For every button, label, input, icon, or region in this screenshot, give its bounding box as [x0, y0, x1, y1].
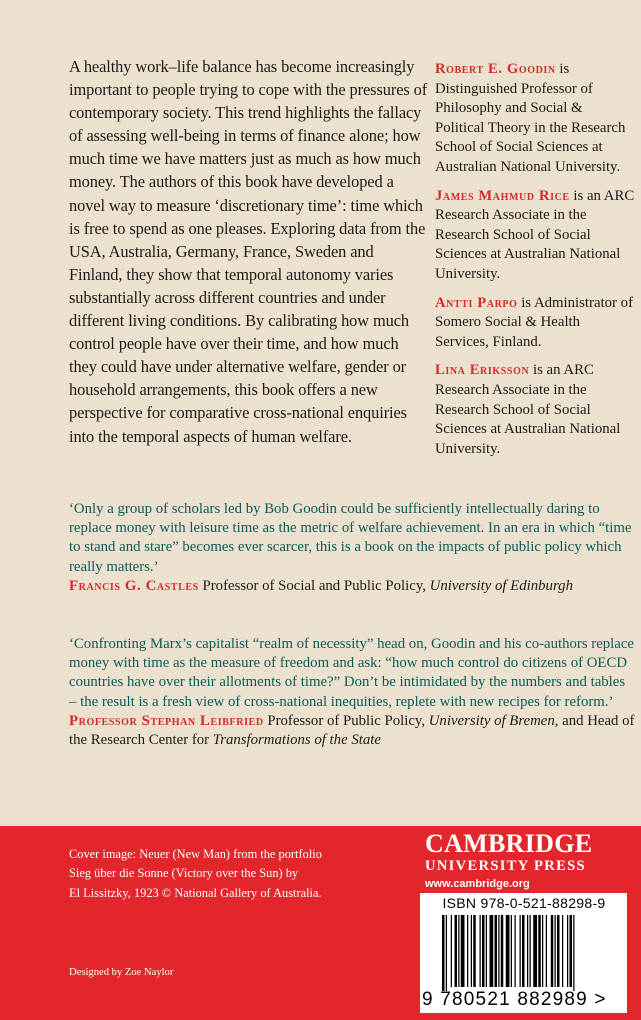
barcode-bar — [498, 915, 499, 987]
author-name: Lina Eriksson — [435, 362, 530, 379]
barcode-bar — [461, 915, 465, 987]
cover-image-credit — [69, 845, 369, 903]
barcode-bar — [522, 915, 525, 987]
quote-text: ‘Only a group of scholars led by Bob Goodin could be sufficiently intellectually daring to replace money with leisure time as the metric of welfare achievement. In an era in which “time to stand and stare” becomes ever scarcer, this is a book on the impacts of public policy which really matters.’ — [69, 501, 632, 575]
publisher-url: www.cambridge.org — [425, 878, 530, 890]
author-description: is an ARC Research Associate in the Research School of Social Sciences at Australian National University. — [435, 187, 635, 282]
barcode-bar — [490, 915, 494, 987]
barcode-digits: 9 780521 882989 > — [422, 989, 607, 1010]
author-name: James Mahmud Rice — [435, 187, 570, 204]
barcode-bar — [455, 915, 458, 987]
barcode-bar — [520, 915, 521, 987]
quote-research-center: Transformations of the State — [212, 732, 381, 749]
author-bio — [435, 361, 635, 459]
quote-institution: University of Bremen — [428, 712, 555, 729]
quote-attribution — [69, 577, 635, 596]
publisher-subtitle: UNIVERSITY PRESS — [425, 858, 586, 874]
barcode-bar — [538, 915, 541, 987]
cover-credit-line: El Lissitzky, 1923 © National Gallery of Australia. — [69, 885, 322, 900]
designer-credit: Designed by Zoe Naylor — [69, 967, 174, 978]
quote-author: Francis G. Castles — [69, 577, 199, 594]
author-description: is Administrator of Somero Social & Health Services, Finland. — [435, 294, 633, 350]
barcode-bar — [442, 915, 445, 991]
barcode-bar — [515, 915, 516, 987]
author-name: Robert E. Goodin — [435, 61, 556, 77]
barcode-bar — [530, 915, 531, 987]
barcode-bar — [501, 915, 504, 987]
barcode-bar — [567, 915, 568, 987]
barcode-bar — [451, 915, 452, 987]
endorsement-quote — [69, 635, 635, 750]
endorsement-quote — [69, 500, 635, 596]
barcode-bar — [546, 915, 547, 987]
author-description: is an ARC Research Associate in the Research School of Social Sciences at Australian National University. — [435, 362, 621, 457]
blurb-text: A healthy work–life balance has become increasingly important to people trying to cope with the pressures of contemporary society. This trend highlights the fallacy of assessing well-being in terms of finance alone; how much time we have matters just as much as how much money. The authors of this book have developed a novel way to measure ‘discretionary time’: time which is free to spend as one pleases. Exploring data from the USA, Australia, Germany, France, Sweden and Finland, they show that temporal autonomy varies substantially across different countries and under different living conditions. By calibrating how much control people have over their time, and how much they could have under alternative welfare, gender or household arrangements, this book offers a new perspective for comparative cross-national enquiries into the temporal aspects of human welfare. — [69, 57, 428, 446]
author-description: is Distinguished Professor of Philosophy and Social & Political Theory in the Research School of Social Sciences at Australian National University. — [435, 61, 626, 175]
author-name: Antti Parpo — [435, 294, 518, 311]
barcode-bar — [471, 915, 472, 987]
barcode-bar — [557, 915, 560, 987]
cover-credit-line: Sieg über die Sonne (Victory over the Sun) by — [69, 866, 299, 881]
author-bio — [435, 60, 635, 178]
author-bio — [435, 294, 635, 353]
quote-affiliation-continued: , and Head of the Research Center for — [69, 712, 635, 749]
barcode-bar — [555, 915, 556, 987]
barcode-bar — [551, 915, 554, 987]
quote-institution: University of Edinburgh — [429, 577, 573, 594]
barcode-bar — [527, 915, 528, 987]
quote-author: Professor Stephan Leibfried — [69, 712, 264, 729]
publisher-logo — [425, 830, 625, 890]
barcode-bar — [482, 915, 485, 987]
isbn-label: ISBN 978-0-521-88298-9 — [442, 895, 606, 911]
barcode-bar — [446, 915, 447, 991]
quote-attribution — [69, 712, 635, 750]
quote-text: ‘Confronting Marx’s capitalist “realm of necessity” head on, Goodin and his co-authors replace money with time as the measure of freedom and ask: “how much control do citizens of OECD countries have over their allotments of time?” Don’t be intimidated by the numbers and tables – the result is a fresh view of cross-national inequities, replete with new recipes for reform.’ — [69, 636, 634, 710]
barcode-bar — [542, 915, 543, 987]
barcode-bar — [495, 915, 498, 987]
quote-affiliation: Professor of Public Policy, — [263, 712, 429, 729]
barcode-bar — [486, 915, 487, 987]
barcode-bar — [458, 915, 459, 987]
isbn-barcode — [420, 893, 627, 1013]
quote-affiliation: Professor of Social and Public Policy, — [198, 577, 430, 594]
cover-credit-line: Cover image: Neuer (New Man) from the portfolio — [69, 847, 322, 861]
barcode-bar — [473, 915, 476, 987]
publisher-name: CAMBRIDGE — [425, 829, 593, 858]
barcode-bar — [511, 915, 512, 987]
barcode-bar — [573, 915, 574, 991]
author-bios — [435, 60, 635, 468]
barcode-bar — [570, 915, 573, 987]
barcode-bar — [480, 915, 481, 987]
barcode-bar — [467, 915, 468, 987]
back-cover-blurb — [69, 55, 429, 448]
barcode-bar — [533, 915, 537, 987]
barcode-bar — [562, 915, 563, 987]
barcode-bar — [506, 915, 510, 987]
author-bio — [435, 187, 635, 285]
